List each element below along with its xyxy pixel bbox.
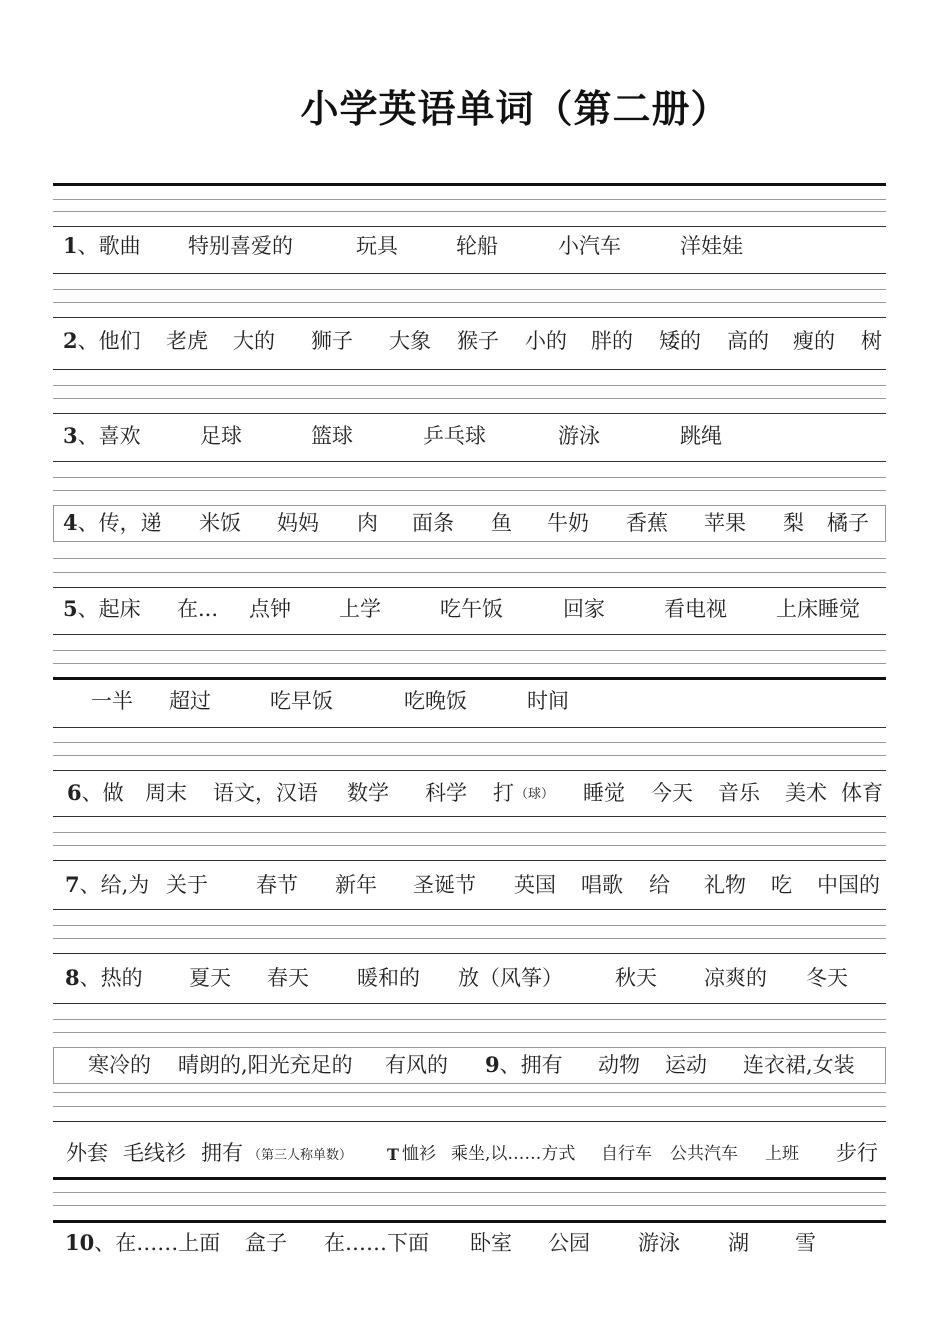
word-row-10 [53, 1226, 886, 1260]
word: 瘦的 [793, 329, 835, 353]
row-number: 2 [63, 328, 78, 353]
word-row-5b [53, 684, 886, 718]
word-row-7 [53, 868, 886, 902]
word: 吃 [771, 873, 792, 897]
word: 特别喜爱的 [188, 234, 293, 258]
word: 毛线衫 [123, 1141, 186, 1165]
word: 湖 [728, 1231, 749, 1255]
word: 篮球 [311, 424, 353, 448]
word: 盒子 [245, 1231, 287, 1255]
word: 在……下面 [324, 1231, 429, 1255]
word: 科学 [425, 781, 467, 805]
word: 关于 [166, 873, 208, 897]
word-row-9b [53, 1136, 886, 1170]
word: 猴子 [457, 329, 499, 353]
word: 梨 [783, 511, 804, 535]
word: 秋天 [615, 966, 657, 990]
word: 睡觉 [583, 781, 625, 805]
word: 游泳 [558, 424, 600, 448]
word: 、喜欢 [77, 424, 141, 448]
word-row-3 [53, 419, 886, 453]
word-row-8 [53, 961, 886, 995]
word-row-9 [53, 1048, 886, 1082]
word: 语文，汉语 [213, 781, 318, 805]
word: 拥有 [201, 1141, 243, 1165]
word: 跳绳 [680, 424, 722, 448]
word: 在... [177, 597, 219, 621]
word: 春节 [256, 873, 298, 897]
word: 足球 [200, 424, 242, 448]
word: 橘子 [827, 511, 869, 535]
word: 妈妈 [277, 511, 319, 535]
word: 新年 [335, 873, 377, 897]
word: 玩具 [356, 234, 398, 258]
word: 春天 [267, 966, 309, 990]
word: 英国 [514, 873, 556, 897]
word: 苹果 [704, 511, 746, 535]
row-number: 3 [63, 423, 78, 448]
word-row-1 [53, 229, 886, 263]
word: 上学 [339, 597, 381, 621]
word: 数学 [347, 781, 389, 805]
word: 、他们 [77, 329, 141, 353]
word: 上班 [765, 1144, 799, 1164]
word-row-2 [53, 324, 886, 358]
word: 回家 [563, 597, 605, 621]
word: 礼物 [704, 873, 746, 897]
word: 香蕉 [626, 511, 668, 535]
word: 一半 [91, 689, 133, 713]
word: 、给,为 [79, 873, 150, 897]
word: 牛奶 [547, 511, 589, 535]
word: 吃晚饭 [404, 689, 467, 713]
row-number: 7 [65, 872, 80, 897]
page-title: 小学英语单词（第二册） [300, 87, 730, 131]
word: 肉 [357, 511, 378, 535]
word: 外套 [66, 1141, 108, 1165]
word: 音乐 [718, 781, 760, 805]
word: 胖的 [591, 329, 633, 353]
word: 运动 [665, 1053, 707, 1077]
word: 、拥有 [499, 1053, 563, 1077]
word: 圣诞节 [413, 873, 476, 897]
word: 雪 [795, 1231, 816, 1255]
word: 步行 [836, 1141, 878, 1165]
word: 中国的 [817, 873, 880, 897]
word: 周末 [145, 781, 187, 805]
word: 矮的 [659, 329, 701, 353]
word: 自行车 [601, 1144, 652, 1164]
row-number: 1 [63, 233, 78, 258]
word: 有风的 [385, 1053, 448, 1077]
word: 大象 [389, 329, 431, 353]
word: 寒冷的 [88, 1053, 151, 1077]
word-row-5 [53, 592, 886, 626]
row-number: 10 [65, 1230, 95, 1255]
word: 狮子 [311, 329, 353, 353]
word: 动物 [598, 1053, 640, 1077]
row-number: 5 [63, 596, 78, 621]
word: 今天 [651, 781, 693, 805]
word: 卧室 [470, 1231, 512, 1255]
word: 米饭 [199, 511, 241, 535]
word: 、在……上面 [94, 1231, 221, 1255]
word: 老虎 [166, 329, 208, 353]
word: 时间 [527, 689, 569, 713]
word: 晴朗的,阳光充足的 [178, 1053, 353, 1077]
word: 面条 [412, 511, 454, 535]
row-number: 6 [67, 780, 82, 805]
word: 唱歌 [581, 873, 623, 897]
word: 暖和的 [357, 966, 420, 990]
word: 吃早饭 [270, 689, 333, 713]
word: 公园 [548, 1231, 590, 1255]
word: （球） [515, 787, 555, 802]
word: 小的 [525, 329, 567, 353]
word: 冬天 [806, 966, 848, 990]
row-number: 4 [63, 510, 78, 535]
word: 恤衫 [402, 1144, 436, 1164]
word: （第三人称单数） [248, 1148, 353, 1163]
word: 、起床 [77, 597, 141, 621]
word-row-6 [53, 776, 886, 810]
word: 吃午饭 [440, 597, 503, 621]
word: 夏天 [189, 966, 231, 990]
word: 、做 [81, 781, 124, 805]
word: 鱼 [491, 511, 512, 535]
word: 放（风筝） [458, 966, 563, 990]
word: 点钟 [249, 597, 291, 621]
word: 乒乓球 [423, 424, 486, 448]
word: 连衣裙,女装 [743, 1053, 855, 1077]
word: 高的 [727, 329, 769, 353]
word: 游泳 [638, 1231, 680, 1255]
word: 轮船 [456, 234, 498, 258]
word: 上床睡觉 [776, 597, 860, 621]
word: 大的 [233, 329, 275, 353]
word: 公共汽车 [670, 1144, 738, 1164]
row-number: 9 [485, 1052, 500, 1077]
word: 、热的 [79, 966, 143, 990]
word: 乘坐,以……方式 [451, 1144, 576, 1164]
word: 洋娃娃 [680, 234, 743, 258]
word: T [387, 1145, 399, 1164]
word: 看电视 [664, 597, 727, 621]
word: 给 [649, 873, 670, 897]
word: 超过 [169, 689, 211, 713]
word: 体育 [841, 781, 883, 805]
word-row-4 [53, 506, 886, 540]
word: 树 [861, 329, 882, 353]
row-number: 8 [65, 965, 80, 990]
word: 、传，递 [77, 511, 162, 535]
word: 凉爽的 [704, 966, 767, 990]
word: 、歌曲 [77, 234, 141, 258]
word: 美术 [785, 781, 827, 805]
word: 打 [493, 781, 514, 805]
word: 小汽车 [558, 234, 621, 258]
